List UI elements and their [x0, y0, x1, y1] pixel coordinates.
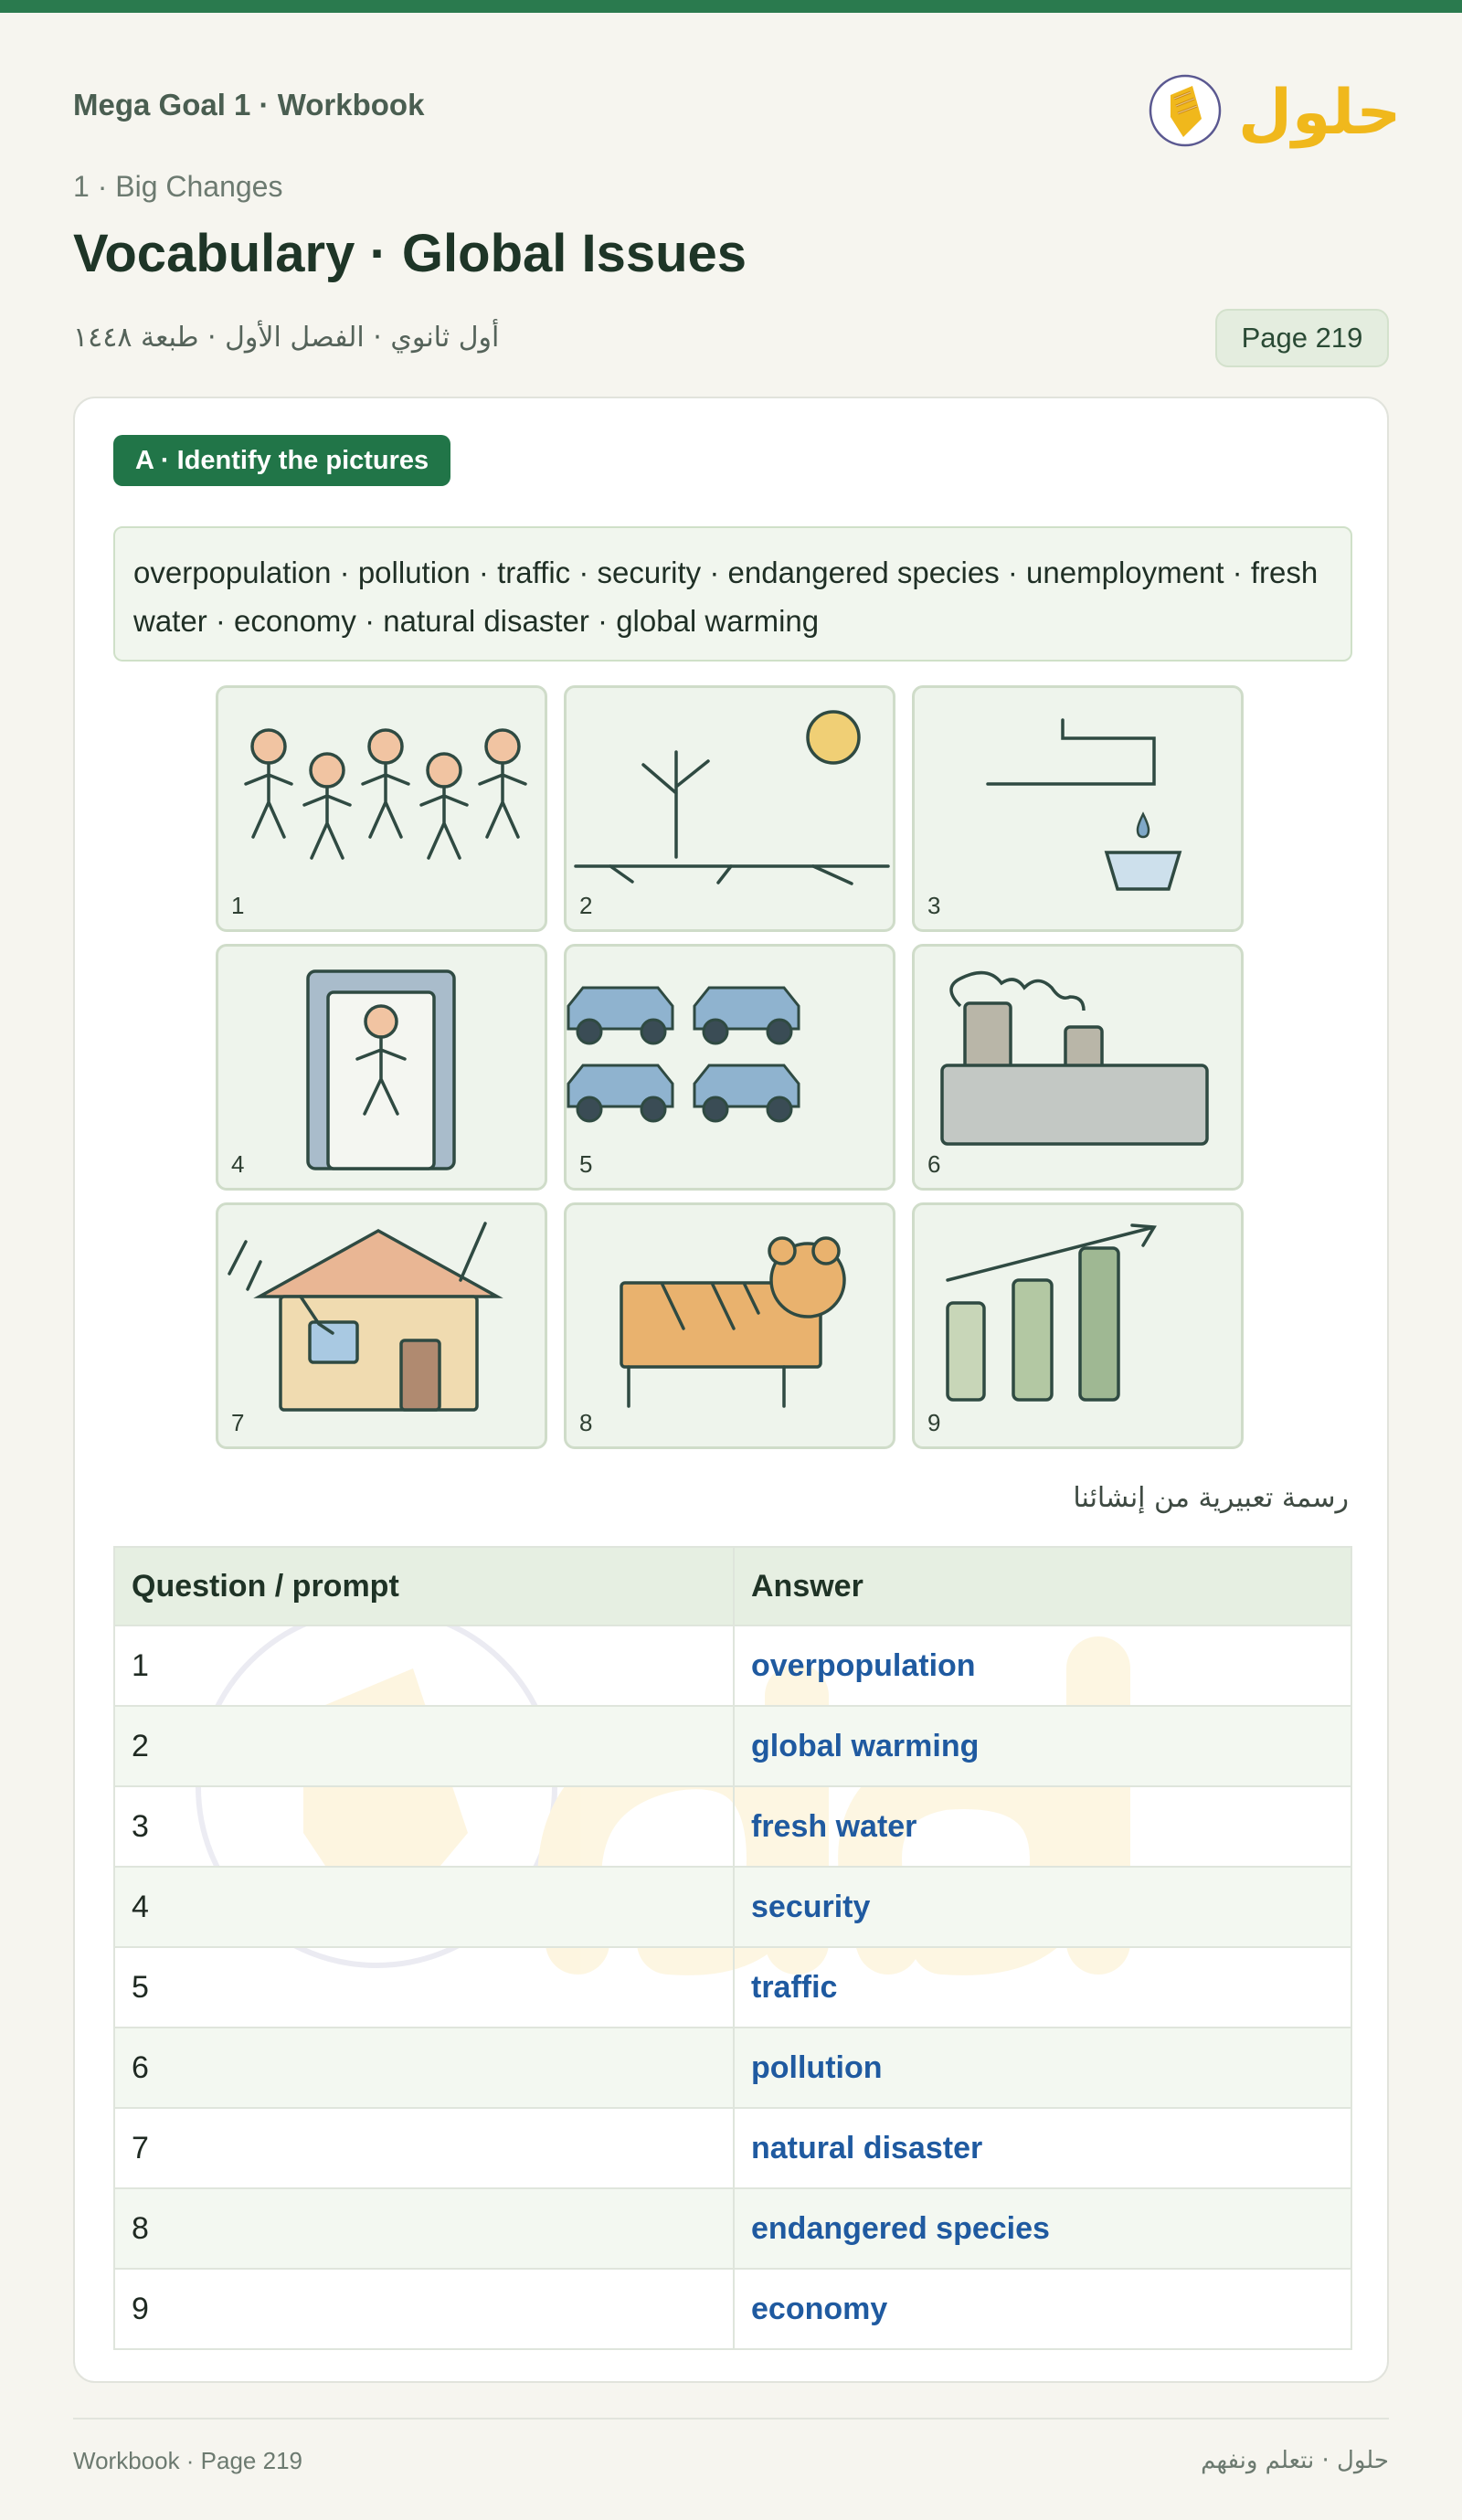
picture-tile-4: [216, 944, 547, 1191]
picture-tile-8: [564, 1202, 895, 1449]
illustration-caption: رسمة تعبيرية من إنشائنا: [1073, 1482, 1349, 1514]
footer-brand-tagline: حلول · نتعلم ونفهم: [1201, 2447, 1389, 2474]
answer-cell: endangered species: [734, 2188, 1351, 2269]
table-row: [114, 1706, 1351, 1786]
picture-tile-1: [216, 685, 547, 932]
table-row: [114, 2108, 1351, 2188]
answer-cell: economy: [734, 2269, 1351, 2349]
water-tap-drop-icon: [915, 688, 1241, 929]
picture-number: 2: [579, 892, 593, 919]
answer-cell: global warming: [734, 1706, 1351, 1786]
question-cell: 6: [114, 2028, 734, 2108]
svg-text:حلول: حلول: [1238, 77, 1402, 149]
picture-number: 4: [231, 1150, 245, 1178]
answer-cell: pollution: [734, 2028, 1351, 2108]
answer-cell: fresh water: [734, 1786, 1351, 1867]
question-cell: 7: [114, 2108, 734, 2188]
picture-number: 6: [927, 1150, 941, 1178]
question-cell: 8: [114, 2188, 734, 2269]
picture-tile-9: [912, 1202, 1244, 1449]
answer-cell: security: [734, 1867, 1351, 1947]
section-a-badge: A · Identify the pictures: [113, 435, 450, 486]
table-row: [114, 2188, 1351, 2269]
unit-label: 1 · Big Changes: [73, 170, 283, 203]
cars-traffic-icon: [567, 947, 893, 1188]
crowd-of-people-icon: [218, 688, 545, 929]
picture-number: 3: [927, 892, 941, 919]
picture-number: 7: [231, 1409, 245, 1436]
picture-number: 9: [927, 1409, 941, 1436]
picture-tile-6: [912, 944, 1244, 1191]
table-row: [114, 2269, 1351, 2349]
workbook-brand: Mega Goal 1 · Workbook: [73, 88, 425, 122]
top-accent-bar: [0, 0, 1462, 13]
footer-page-label: Workbook · Page 219: [73, 2447, 302, 2474]
word-bank: overpopulation · pollution · traffic · security · endangered species · unemployment · fresh water · economy · natural disaster · global warming: [113, 526, 1352, 662]
dry-land-sun-icon: [567, 688, 893, 929]
table-row: [114, 1947, 1351, 2028]
table-header-row: [114, 1547, 1351, 1625]
column-header-answer: Answer: [734, 1547, 1351, 1625]
picture-tile-7: [216, 1202, 547, 1449]
picture-tile-3: [912, 685, 1244, 932]
picture-tile-5: [564, 944, 895, 1191]
table-row: [114, 2028, 1351, 2108]
answer-cell: natural disaster: [734, 2108, 1351, 2188]
picture-grid: [216, 685, 1248, 1449]
hulool-logo: [1147, 58, 1402, 155]
question-cell: 5: [114, 1947, 734, 2028]
page-number-badge: Page 219: [1215, 309, 1389, 367]
picture-number: 5: [579, 1150, 593, 1178]
picture-number: 8: [579, 1409, 593, 1436]
question-cell: 2: [114, 1706, 734, 1786]
answer-cell: traffic: [734, 1947, 1351, 2028]
table-row: [114, 1625, 1351, 1706]
animal-icon: [567, 1205, 893, 1446]
question-cell: 3: [114, 1786, 734, 1867]
exercise-card: [73, 397, 1389, 2383]
answer-table: [113, 1546, 1352, 2350]
picture-tile-2: [564, 685, 895, 932]
page-title: Vocabulary · Global Issues: [73, 224, 747, 283]
grade-subtitle: أول ثانوي · الفصل الأول · طبعة ١٤٤٨: [73, 322, 500, 354]
question-cell: 1: [114, 1625, 734, 1706]
question-cell: 9: [114, 2269, 734, 2349]
security-scanner-icon: [218, 947, 545, 1188]
rising-bar-chart-icon: [915, 1205, 1241, 1446]
table-row: [114, 1786, 1351, 1867]
damaged-house-icon: [218, 1205, 545, 1446]
factory-smoke-icon: [915, 947, 1241, 1188]
footer-divider: [73, 2418, 1389, 2419]
question-cell: 4: [114, 1867, 734, 1947]
picture-number: 1: [231, 892, 245, 919]
answer-cell: overpopulation: [734, 1625, 1351, 1706]
column-header-question: Question / prompt: [114, 1547, 734, 1625]
table-row: [114, 1867, 1351, 1947]
